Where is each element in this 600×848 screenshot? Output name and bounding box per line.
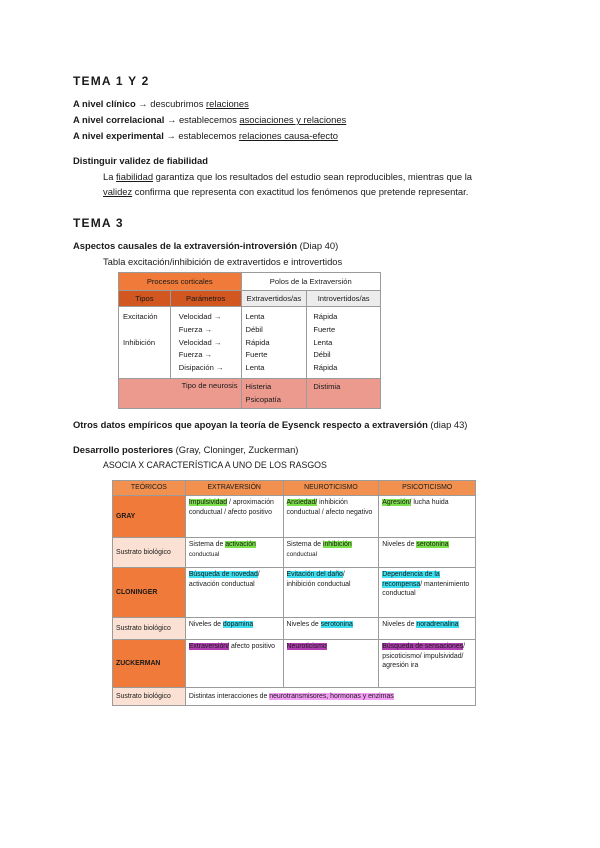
gray-extraversion: Impulsividad / aproximación conductual / afecto positivo [185,496,283,538]
cloninger-psicoticismo: Dependencia de la recompensa/ mantenimiento conductual [379,568,476,618]
zuckerman-neuroticismo: Neuroticismo [283,640,379,688]
gray-psicoticismo: Agresión/ lucha huida [379,496,476,538]
param-velocidad: Velocidad → [178,312,222,321]
header-neuroticismo: NEUROTICISMO [283,481,379,496]
header-teoricos: TEÓRICOS [113,481,186,496]
tipo-inhibicion: Inhibición [123,337,156,347]
para-line-2: validez confirma que representa con exactitud los fenómenos que pretende representar. [103,186,469,197]
table1-body-row [119,307,381,379]
tipo-excitacion: Excitación [123,312,158,321]
neurosis-extravertidos: Histeria Psicopatía [241,378,307,408]
line-clinico: A nivel clínico → descubrimos relaciones [73,98,249,109]
para-line-1: La fiabilidad garantiza que los resultados del estudio sean reproducibles, mientras que la [103,171,473,182]
cloninger-sustrato-psicoticismo: Niveles de noradrenalina [379,618,476,640]
line-correlacional: A nivel correlacional → establecemos asociaciones y relaciones [73,114,347,125]
asocia-caption: ASOCIA X CARACTERÍSTICA A UNO DE LOS RASGOS [103,460,327,470]
header-extraversion: EXTRAVERSIÓN [185,481,283,496]
sub-tipos: Tipos [119,291,171,307]
gray-neuroticismo: Ansiedad/ inhibición conductual / afecto negativo [283,496,379,538]
zuckerman-sustrato: Distintas interacciones de neurotransmisores, hormonas y enzimas [185,688,475,706]
zuckerman-psicoticismo: Búsqueda de sensaciones/ psicoticismo/ impulsividad/ agresión ira [379,640,476,688]
teorico-gray: GRAY [113,496,186,538]
sub-extravertidos: Extravertidos/as [241,291,307,307]
table2-row-zuckerman-sustrato [113,688,476,706]
cloninger-sustrato-neuroticismo: Niveles de serotonina [283,618,379,640]
param-fuerza: Fuerza → [178,350,213,360]
header-polos-extraversion: Polos de la Extraversión [241,273,381,291]
table2-row-gray [113,496,476,538]
sustrato-label: Sustrato biológico [113,688,186,706]
tema12-title: TEMA 1 Y 2 [73,74,150,88]
param-disipacion: Disipación → [178,363,224,373]
table2-row-zuckerman [113,640,476,688]
extraversion-cortical-table [118,272,381,409]
cloninger-sustrato-extraversion: Niveles de dopamina [185,618,283,640]
neurosis-label: Tipo de neurosis [119,378,242,408]
table2-row-cloninger-sustrato [113,618,476,640]
col-extravertidos: Lenta Débil Rápida Fuerte Lenta [241,307,307,379]
line-experimental: A nivel experimental → establecemos relaciones causa-efecto [73,130,338,141]
gray-sustrato-neuroticismo: Sistema de inhibición conductual [283,538,379,568]
param-fuerza: Fuerza → [178,324,213,334]
desarrollo-heading: Desarrollo posteriores (Gray, Cloninger, Zuckerman) [73,444,299,455]
table1-subheader-row [119,291,381,307]
teoricos-rasgos-table [112,480,476,706]
table2-row-cloninger [113,568,476,618]
col-introvertidos: Rápida Fuerte Lenta Débil Rápida [307,307,381,379]
otros-datos-heading: Otros datos empíricos que apoyan la teoría de Eysenck respecto a extraversión (diap 43) [73,419,468,430]
neurosis-introvertidos: Distimia [307,378,381,408]
zuckerman-extraversion: Extraversión/ afecto positivo [185,640,283,688]
cloninger-neuroticismo: Evitación del daño/ inhibición conductual [283,568,379,618]
sub-introvertidos: Introvertidos/as [307,291,381,307]
col-tipos [119,307,171,379]
col-parametros [170,307,241,379]
teorico-cloninger: CLONINGER [113,568,186,618]
header-procesos-corticales: Procesos corticales [119,273,242,291]
tema3-title: TEMA 3 [73,216,124,230]
tabla-caption: Tabla excitación/inhibición de extravertidos e introvertidos [103,256,343,267]
sustrato-label: Sustrato biológico [113,538,186,568]
aspectos-heading: Aspectos causales de la extraversión-introversión (Diap 40) [73,240,339,251]
table1-neurosis-row [119,378,381,408]
cloninger-extraversion: Búsqueda de novedad/ activación conductual [185,568,283,618]
validez-subheading: Distinguir validez de fiabilidad [73,155,208,166]
sub-parametros: Parámetros [170,291,241,307]
table1-header-row [119,273,381,291]
teorico-zuckerman: ZUCKERMAN [113,640,186,688]
header-psicoticismo: PSICOTICISMO [379,481,476,496]
table2-header-row [113,481,476,496]
param-velocidad: Velocidad → [178,337,222,347]
gray-sustrato-extraversion: Sistema de activación conductual [185,538,283,568]
gray-sustrato-psicoticismo: Niveles de serotonina [379,538,476,568]
table2-row-gray-sustrato [113,538,476,568]
sustrato-label: Sustrato biológico [113,618,186,640]
